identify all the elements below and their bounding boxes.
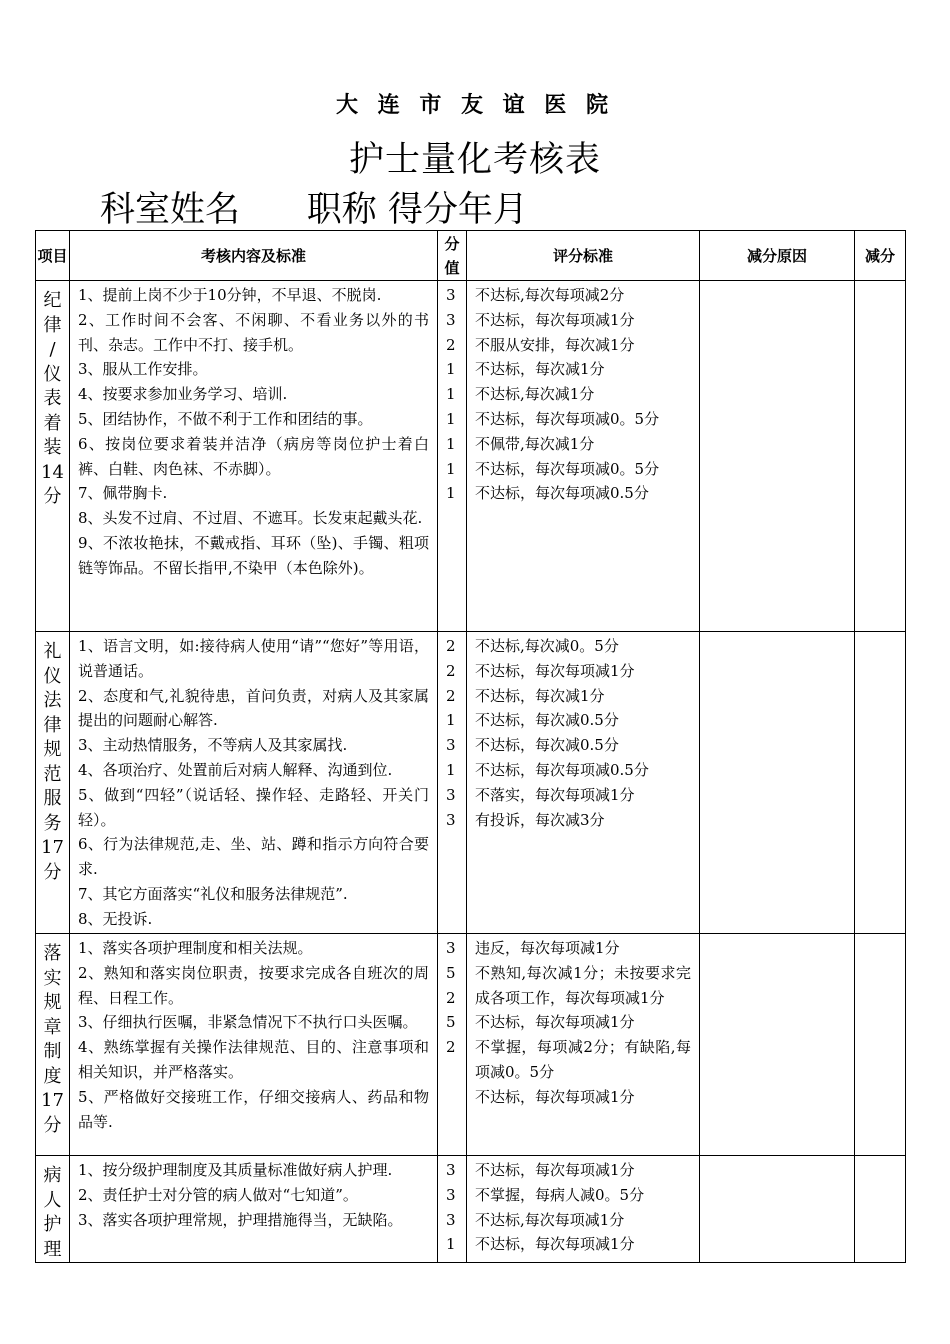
table-row (36, 1156, 906, 1263)
deduction-cell[interactable] (855, 934, 906, 1156)
category-char: 理 (43, 1238, 62, 1260)
score-value: 3 (446, 1210, 456, 1229)
criteria-item: 有投诉，每次减3分 (475, 810, 605, 829)
category-char: 14 (41, 461, 64, 483)
content-item: 9、不浓妆艳抹，不戴戒指、耳环（坠)、手镯、粗项链等饰品。不留长指甲,不染甲（本色除外)。 (78, 533, 429, 577)
score-value: 1 (446, 484, 456, 503)
score-value: 5 (446, 963, 456, 982)
content-item: 2、态度和气,礼貌待患，首问负责，对病人及其家属提出的问题耐心解答. (78, 686, 429, 730)
deduction-cell[interactable] (855, 632, 906, 934)
category-char: 制 (43, 1041, 62, 1062)
category-char: 规 (43, 992, 62, 1013)
category-char: 律 (43, 314, 62, 336)
category-char: 落 (43, 943, 62, 964)
content-item: 4、熟练掌握有关操作法律规范、目的、注意事项和相关知识，并严格落实。 (78, 1038, 429, 1081)
category-char: 分 (43, 486, 62, 507)
category-cell (36, 934, 70, 1156)
content-item: 8、无投诉. (78, 909, 153, 928)
category-char: 病 (43, 1165, 62, 1186)
assessment-table (35, 230, 906, 1263)
content-cell (70, 281, 438, 632)
content-cell (70, 934, 438, 1156)
score-cell (438, 281, 467, 632)
content-item: 4、各项治疗、处置前后对病人解释、沟通到位. (78, 760, 393, 779)
criteria-item: 不达标，每次每项减1分 (475, 1235, 635, 1254)
table-row (36, 632, 906, 934)
criteria-item: 不熟知,每次减1分；未按要求完成各项工作，每次每项减1分 (475, 963, 691, 1007)
content-cell (70, 632, 438, 934)
category-char: 章 (43, 1016, 62, 1038)
column-header-content: 考核内容及标准 (70, 231, 438, 281)
criteria-item: 不达标，每次每项减1分 (475, 661, 635, 680)
deduction-reason-cell[interactable] (700, 934, 855, 1156)
category-char: / (49, 339, 56, 360)
column-header-criteria: 评分标准 (467, 231, 700, 281)
content-item: 2、熟知和落实岗位职责，按要求完成各自班次的周程、日程工作。 (78, 963, 429, 1007)
column-header-score: 分值 (438, 231, 467, 281)
category-char: 分 (43, 861, 62, 883)
content-item: 5、严格做好交接班工作，仔细交接病人、药品和物品等. (78, 1087, 429, 1131)
category-char: 纪 (43, 290, 62, 311)
criteria-item: 不达标，每次减1分 (475, 686, 605, 705)
category-char: 规 (43, 739, 62, 760)
column-header-deduction: 减分 (855, 231, 906, 281)
score-cell (438, 934, 467, 1156)
content-item: 1、提前上岗不少于10分钟，不早退、不脱岗. (78, 286, 382, 304)
criteria-item: 不达标，每次每项减0。5分 (475, 409, 660, 428)
content-item: 7、其它方面落实“礼仪和服务法律规范”. (78, 884, 348, 903)
score-value: 3 (446, 736, 456, 755)
criteria-item: 不达标，每次每项减1分 (475, 1013, 635, 1032)
category-char: 仪 (43, 665, 62, 687)
category-char: 着 (43, 412, 62, 434)
content-item: 3、落实各项护理常规，护理措施得当，无缺陷。 (78, 1210, 403, 1229)
content-item: 2、工作时间不会客、不闲聊、不看业务以外的书刊、杂志。工作中不打、接手机。 (78, 310, 429, 354)
category-cell (36, 1156, 70, 1263)
category-char: 表 (43, 388, 62, 409)
criteria-item: 不达标，每次减0.5分 (475, 736, 619, 755)
score-value: 3 (446, 286, 456, 304)
criteria-item: 不达标，每次每项减1分 (475, 310, 635, 329)
criteria-item: 不达标,每次减1分 (475, 385, 595, 404)
criteria-item: 不达标，每次减0.5分 (475, 711, 619, 730)
category-char: 法 (43, 690, 62, 711)
content-item: 1、按分级护理制度及其质量标准做好病人护理. (78, 1161, 393, 1179)
deduction-cell[interactable] (855, 1156, 906, 1263)
deduction-cell[interactable] (855, 281, 906, 632)
score-value: 3 (446, 1161, 456, 1179)
score-value: 3 (446, 1185, 456, 1204)
score-value: 3 (446, 785, 456, 804)
category-char: 仪 (43, 363, 62, 385)
table-row (36, 934, 906, 1156)
criteria-item: 不达标，每次每项减0。5分 (475, 459, 660, 478)
criteria-item: 不达标，每次每项减1分 (475, 1161, 635, 1179)
deduction-reason-cell[interactable] (700, 281, 855, 632)
criteria-item: 不达标，每次减1分 (475, 360, 605, 379)
criteria-item: 不达标,每次每项减2分 (475, 286, 625, 304)
table-row (36, 281, 906, 632)
criteria-item: 不达标，每次每项减1分 (475, 1087, 635, 1106)
category-char: 实 (43, 967, 62, 989)
criteria-cell (467, 934, 700, 1156)
category-char: 分 (43, 1114, 62, 1136)
score-value: 1 (446, 1235, 456, 1254)
hospital-name: 大 连 市 友 谊 医 院 (336, 93, 614, 118)
score-value: 2 (446, 335, 456, 354)
content-item: 7、佩带胸卡. (78, 484, 168, 503)
criteria-item: 不落实，每次每项减1分 (475, 785, 635, 804)
content-item: 2、责任护士对分管的病人做对“七知道”。 (78, 1185, 358, 1204)
score-value: 2 (446, 661, 456, 680)
score-value: 1 (446, 434, 456, 453)
criteria-item: 不达标,每次减0。5分 (475, 637, 619, 655)
criteria-cell (467, 1156, 700, 1263)
category-char: 17 (41, 1090, 64, 1111)
score-value: 2 (446, 686, 456, 705)
score-value: 1 (446, 711, 456, 730)
category-char: 范 (43, 763, 62, 785)
score-value: 1 (446, 459, 456, 478)
content-item: 6、行为法律规范,走、坐、站、蹲和指示方向符合要求. (78, 835, 429, 879)
criteria-item: 不达标,每次每项减1分 (475, 1210, 625, 1229)
content-item: 3、主动热情服务，不等病人及其家属找. (78, 736, 348, 755)
criteria-item: 不达标，每次每项减0.5分 (475, 760, 649, 779)
criteria-item: 不佩带,每次减1分 (475, 434, 595, 453)
score-value: 3 (446, 939, 456, 957)
category-char: 人 (43, 1189, 62, 1211)
category-char: 律 (43, 714, 62, 736)
content-item: 5、做到“四轻”（说话轻、操作轻、走路轻、开关门轻）。 (78, 785, 429, 829)
score-value: 3 (446, 310, 456, 329)
content-item: 8、头发不过肩、不过眉、不遮耳。长发束起戴头花. (78, 509, 423, 528)
category-cell (36, 632, 70, 934)
form-meta-line: 科室姓名 职称 得分年月 (100, 190, 528, 230)
category-char: 服 (43, 788, 62, 809)
score-value: 3 (446, 810, 456, 829)
content-item: 1、落实各项护理制度和相关法规。 (78, 939, 313, 957)
content-item: 6、按岗位要求着装并洁净（病房等岗位护士着白裤、白鞋、肉色袜、不赤脚）。 (78, 434, 429, 478)
category-char: 17 (41, 837, 64, 858)
criteria-item: 不服从安排，每次减1分 (475, 335, 635, 354)
content-item: 4、按要求参加业务学习、培训. (78, 385, 288, 404)
score-value: 1 (446, 760, 456, 779)
form-title: 护士量化考核表 (348, 140, 601, 180)
category-char: 务 (43, 812, 62, 834)
criteria-item: 不掌握，每项减2分；有缺陷,每项减0。5分 (475, 1038, 691, 1081)
content-item: 5、团结协作，不做不利于工作和团结的事。 (78, 409, 373, 428)
score-value: 2 (446, 637, 456, 655)
content-cell (70, 1156, 438, 1263)
score-cell (438, 632, 467, 934)
score-value: 1 (446, 409, 456, 428)
criteria-item: 不掌握，每病人减0。5分 (475, 1185, 645, 1204)
category-char: 护 (43, 1214, 62, 1235)
score-cell (438, 1156, 467, 1263)
score-value: 5 (446, 1013, 456, 1032)
category-char: 礼 (43, 641, 62, 662)
content-item: 1、语言文明，如:接待病人使用“请”“您好”等用语，说普通话。 (78, 637, 429, 680)
category-char: 度 (43, 1065, 62, 1087)
table-header-row (36, 231, 906, 281)
score-value: 1 (446, 360, 456, 379)
criteria-item: 不达标，每次每项减0.5分 (475, 484, 649, 503)
score-value: 2 (446, 988, 456, 1007)
column-header-item: 项目 (36, 231, 70, 281)
content-item: 3、仔细执行医嘱，非紧急情况下不执行口头医嘱。 (78, 1013, 418, 1032)
deduction-reason-cell[interactable] (700, 632, 855, 934)
criteria-cell (467, 281, 700, 632)
content-item: 3、服从工作安排。 (78, 360, 208, 379)
criteria-cell (467, 632, 700, 934)
score-value: 2 (446, 1038, 456, 1057)
criteria-item: 违反，每次每项减1分 (475, 939, 620, 957)
column-header-deduction-reason: 减分原因 (700, 231, 855, 281)
category-char: 装 (43, 437, 62, 458)
deduction-reason-cell[interactable] (700, 1156, 855, 1263)
category-cell (36, 281, 70, 632)
score-value: 1 (446, 385, 456, 404)
